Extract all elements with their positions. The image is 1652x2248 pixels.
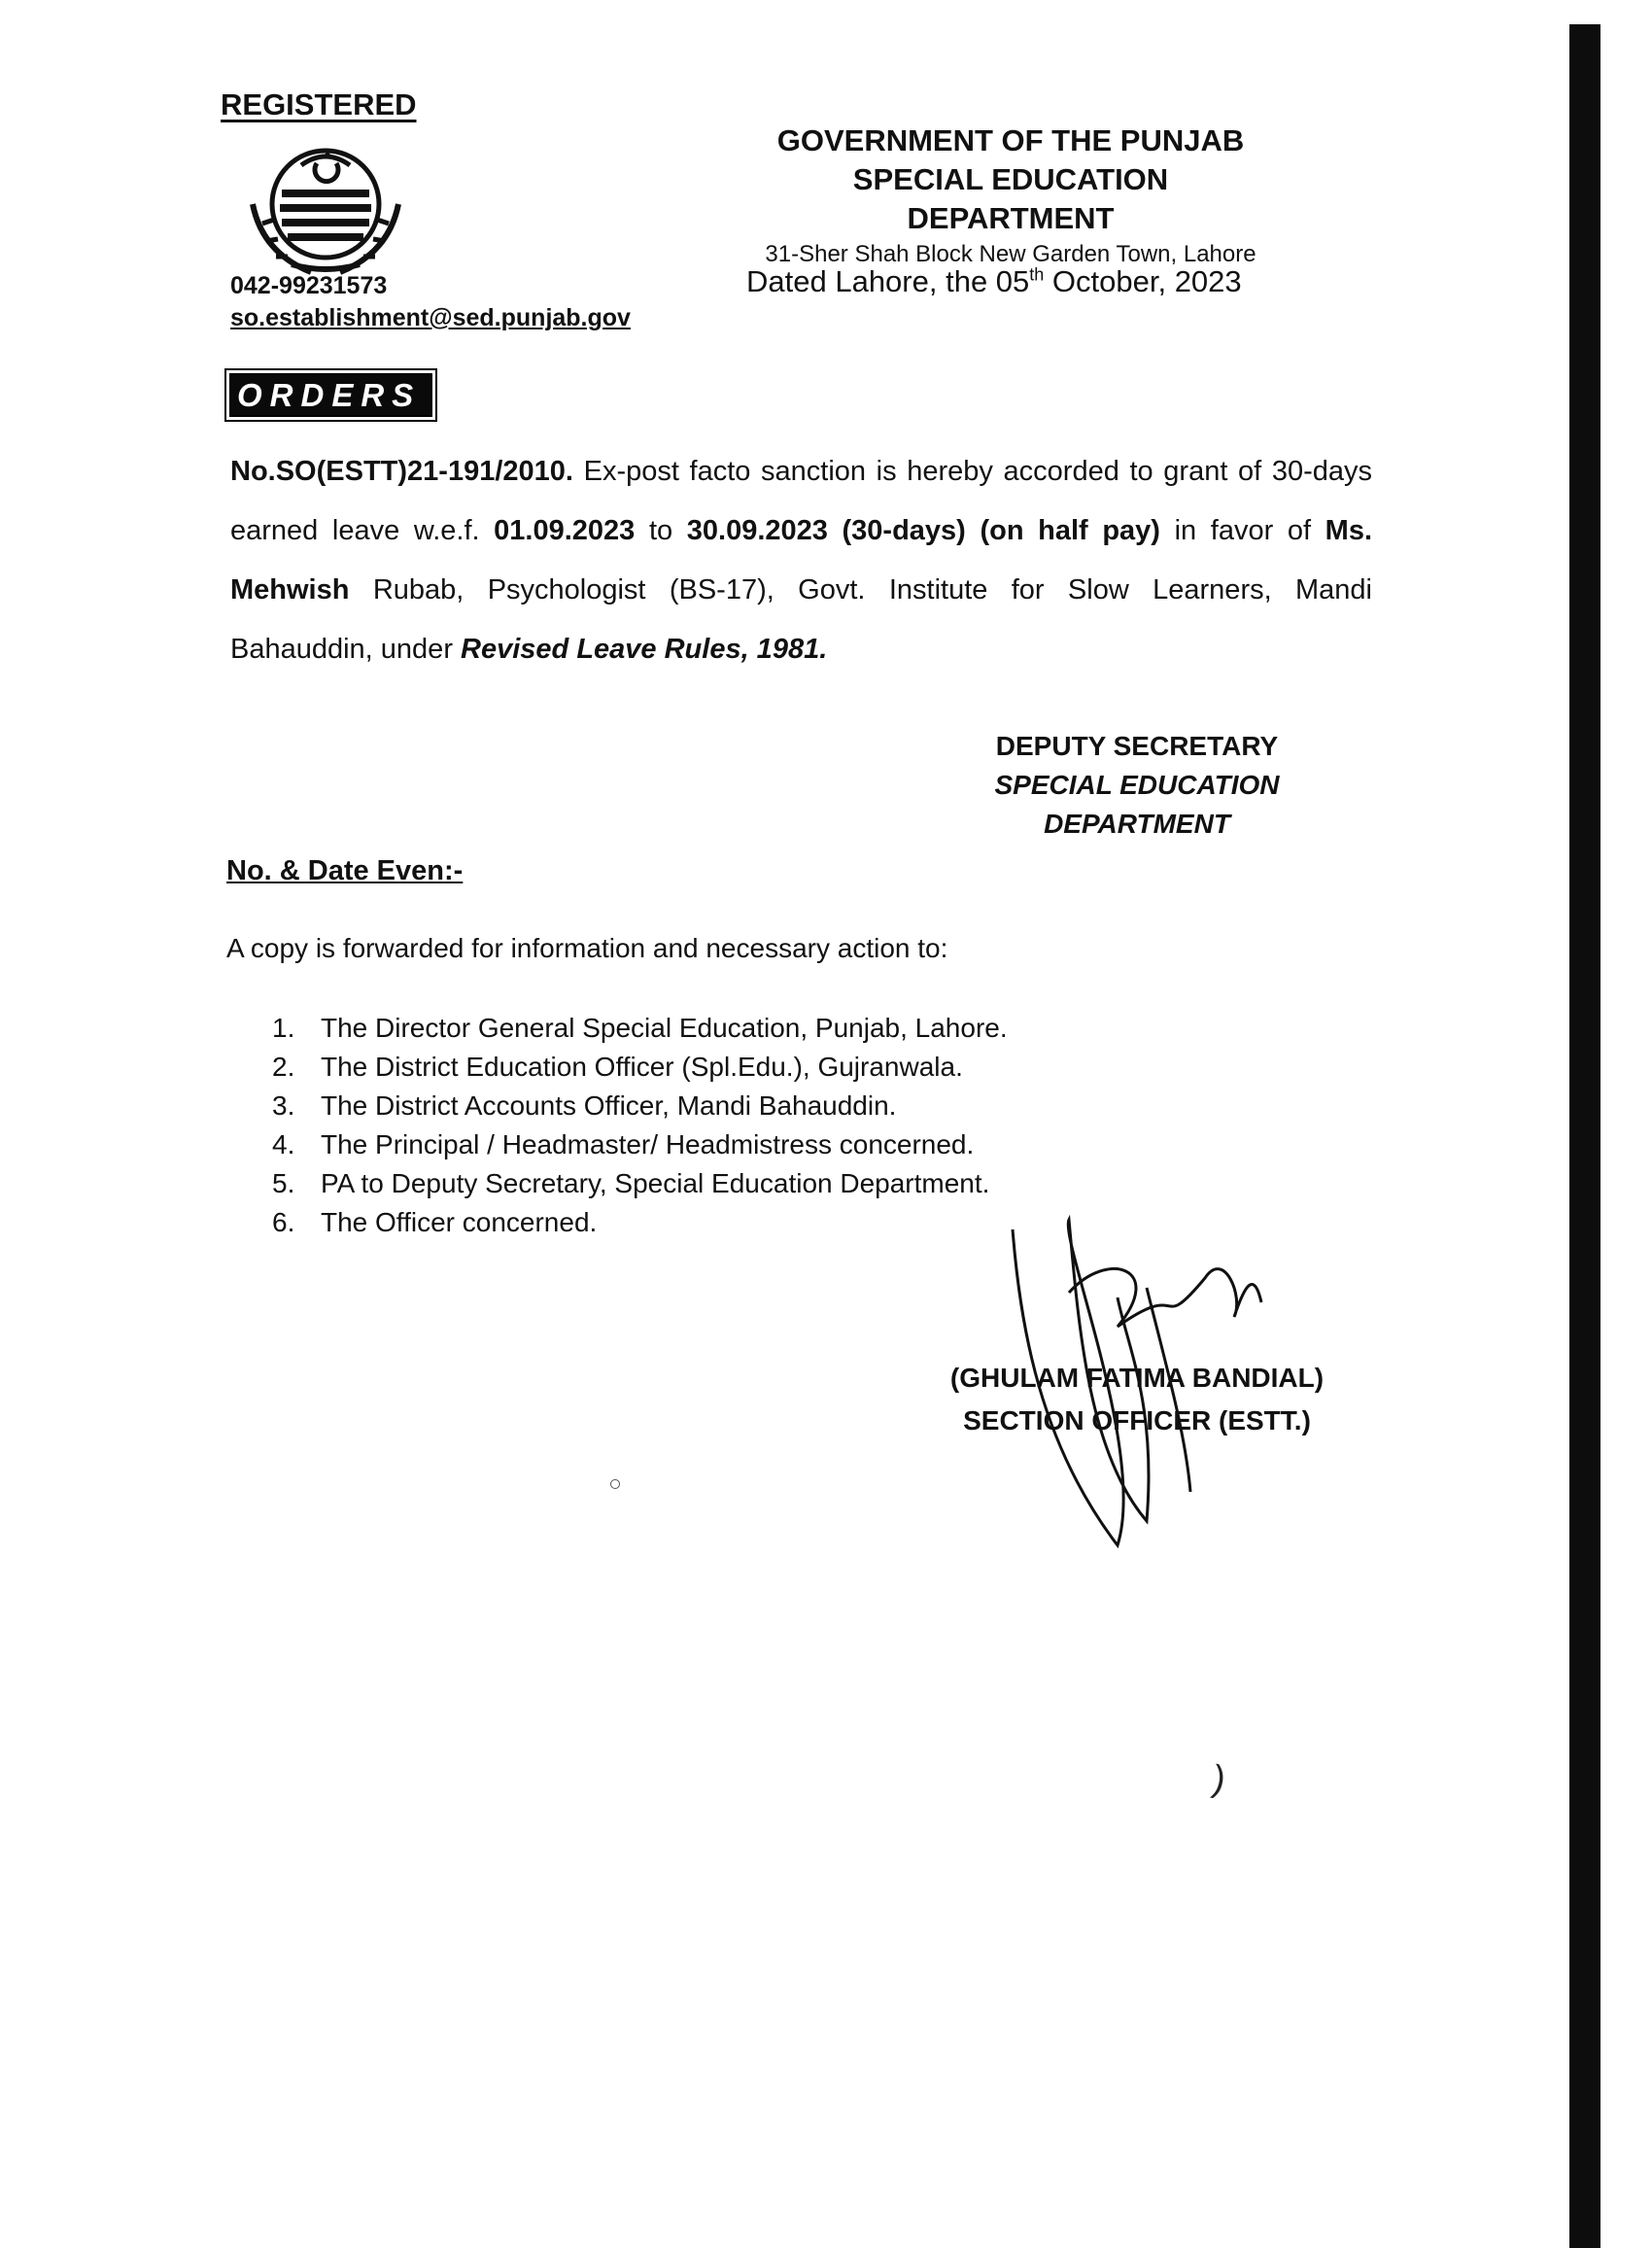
list-item — [272, 1203, 1008, 1242]
dated-line — [746, 264, 1242, 299]
employee-name: Ms. Mehwish — [230, 515, 1372, 605]
scan-speck — [610, 1479, 620, 1489]
to-word: to — [635, 515, 687, 546]
endorsement-intro: A copy is forwarded for information and necessary action to: — [226, 933, 948, 963]
list-item-text: The Officer concerned. — [321, 1207, 598, 1237]
email-link[interactable]: so.establishment@sed.punjab.gov — [230, 304, 631, 331]
order-text-3: Rubab, Psychologist (BS-17), Govt. Institute for Slow Learners, Mandi Bahauddin, under — [230, 574, 1372, 665]
list-item-text: The Director General Special Education, Punjab, Lahore. — [321, 1013, 1008, 1043]
handwritten-signature-icon — [1001, 1210, 1263, 1550]
list-item-text: PA to Deputy Secretary, Special Education Department. — [321, 1168, 990, 1198]
distribution-list — [272, 1009, 1008, 1242]
list-item-number: 1. — [272, 1013, 295, 1043]
scan-edge-bar — [1569, 24, 1600, 2248]
list-item — [272, 1164, 1008, 1203]
list-item — [272, 1048, 1008, 1087]
order-number: No.SO(ESTT)21-191/2010. — [230, 456, 573, 487]
registered-label: REGISTERED — [221, 87, 417, 121]
dated-suffix: October, 2023 — [1044, 264, 1242, 298]
leave-rules: Revised Leave Rules, 1981. — [461, 634, 828, 665]
section-officer-title: SECTION OFFICER (ESTT.) — [963, 1405, 1311, 1435]
gov-line-2: SPECIAL EDUCATION DEPARTMENT — [852, 162, 1169, 235]
list-item-number: 5. — [272, 1168, 295, 1198]
signatory-line-1: DEPUTY SECRETARY — [995, 731, 1279, 761]
to-date: 30.09.2023 (30-days) — [686, 515, 966, 546]
order-body — [230, 442, 1372, 679]
list-item — [272, 1087, 1008, 1125]
half-pay: (on half pay) — [965, 515, 1160, 546]
dated-prefix: Dated Lahore, the 05 — [746, 264, 1030, 298]
endorsement-heading: No. & Date Even:- — [226, 855, 464, 886]
list-item-number: 2. — [272, 1052, 295, 1082]
dated-superscript: th — [1029, 264, 1045, 285]
address-line: 31-Sher Shah Block New Garden Town, Lahore — [765, 241, 1256, 267]
list-item-text: The District Accounts Officer, Mandi Bahauddin. — [321, 1090, 897, 1121]
section-officer-name: (GHULAM FATIMA BANDIAL) — [949, 1363, 1325, 1393]
signatory-line-3: DEPARTMENT — [1044, 809, 1230, 839]
list-item — [272, 1125, 1008, 1164]
list-item-number: 4. — [272, 1129, 295, 1159]
signatory-line-2: SPECIAL EDUCATION — [994, 770, 1280, 800]
list-item — [272, 1009, 1008, 1048]
order-text-2: in favor of — [1159, 515, 1325, 546]
phone-number: 042-99231573 — [230, 272, 388, 299]
order-text-1: Ex-post facto sanction is hereby accorded to grant of 30-days earned leave w.e.f. — [230, 456, 1372, 546]
deputy-secretary-block — [972, 727, 1302, 844]
gov-line-1: GOVERNMENT OF THE PUNJAB — [776, 123, 1245, 157]
list-item-number: 3. — [272, 1090, 295, 1121]
from-date: 01.09.2023 — [494, 515, 636, 546]
list-item-text: The District Education Officer (Spl.Edu.), Gujranwala. — [321, 1052, 963, 1082]
government-header — [758, 121, 1263, 271]
list-item-text: The Principal / Headmaster/ Headmistress concerned. — [321, 1129, 975, 1159]
orders-label: ORDERS — [229, 373, 432, 417]
margin-mark: ) — [1209, 1758, 1229, 1801]
list-item-number: 6. — [272, 1207, 295, 1237]
punjab-emblem-icon — [233, 136, 418, 282]
